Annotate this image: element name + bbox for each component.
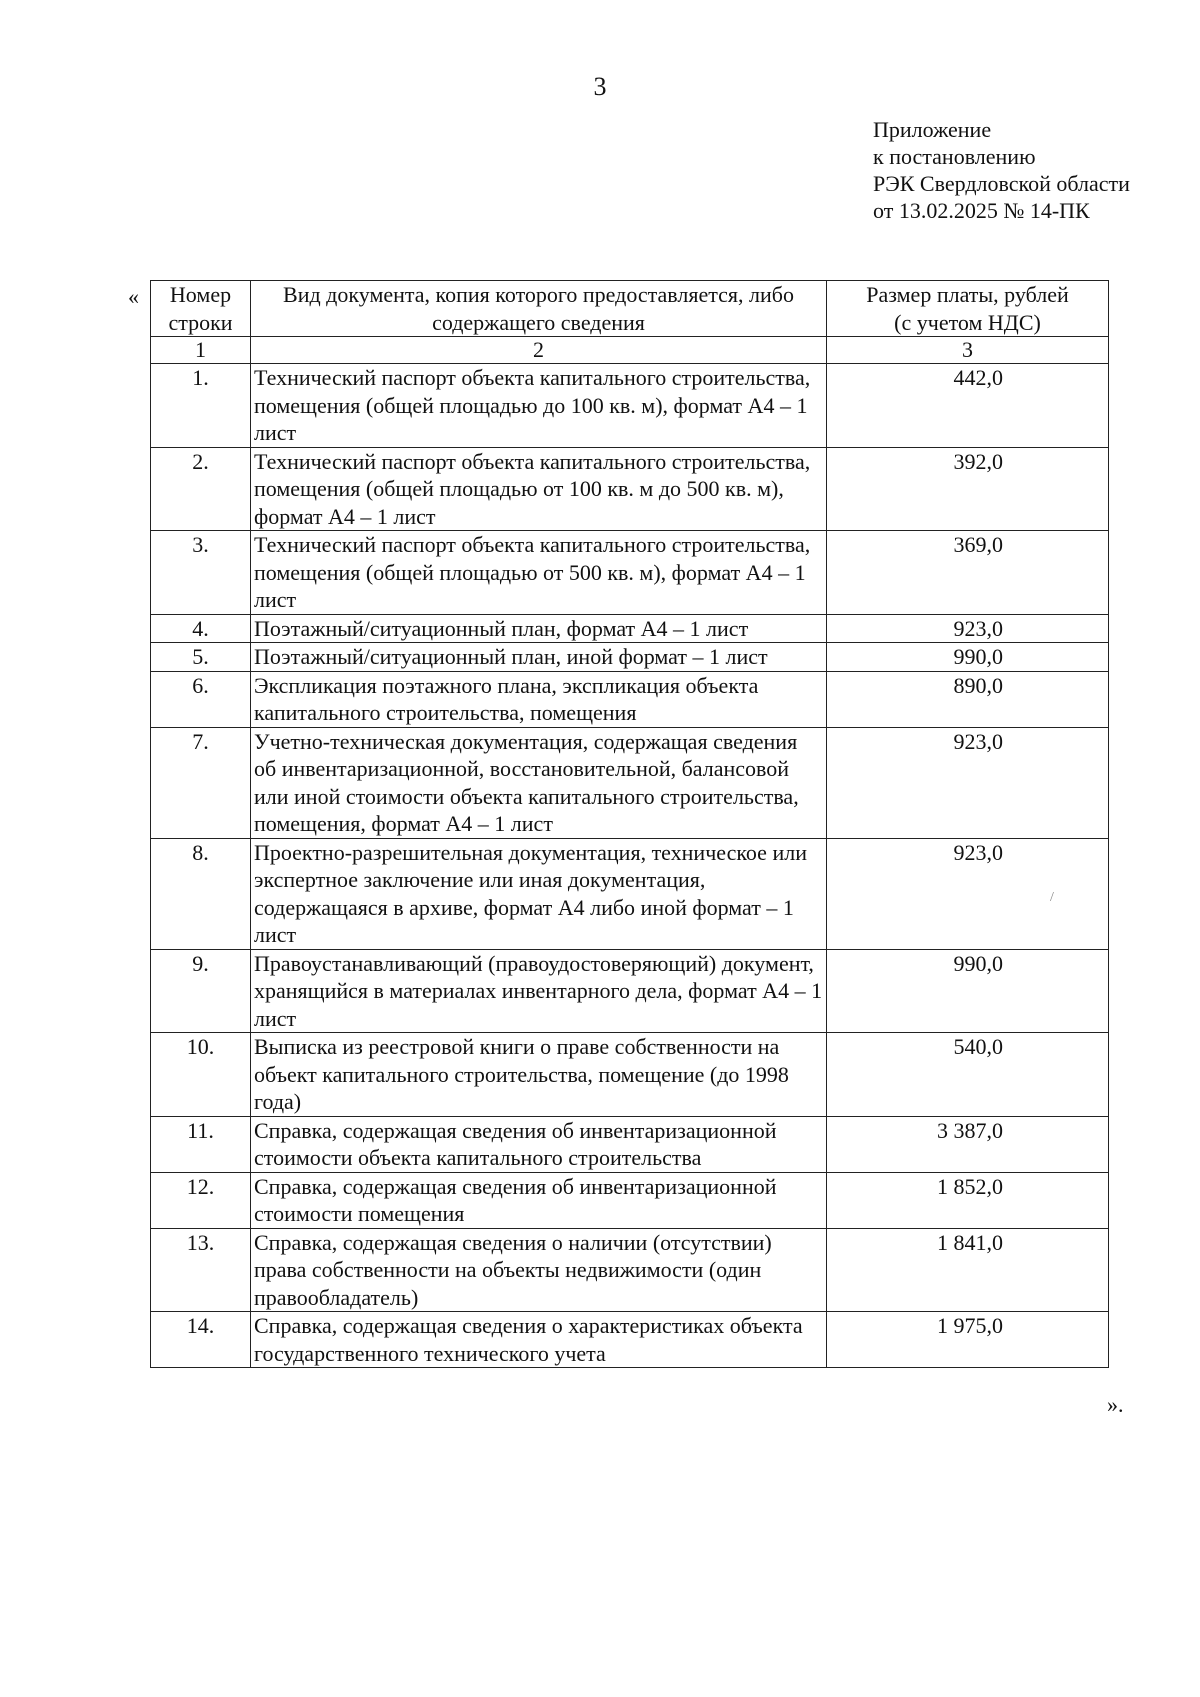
row-fee: 990,0 [827, 643, 1109, 672]
page-number: 3 [593, 72, 607, 101]
row-description: Технический паспорт объекта капитального строительства, помещения (общей площадью от 100 кв. м до 500 кв. м), формат А4 – 1 лист [251, 447, 827, 531]
header-document-type: Вид документа, копия которого предоставляется, либо содержащего сведения [251, 281, 827, 337]
row-description: Технический паспорт объекта капитального строительства, помещения (общей площадью до 100 кв. м), формат А4 – 1 лист [251, 364, 827, 448]
table-row [151, 727, 1109, 838]
row-description: Экспликация поэтажного плана, экспликация объекта капитального строительства, помещения [251, 671, 827, 727]
row-number: 9. [151, 949, 251, 1033]
table-row [151, 838, 1109, 949]
appendix-line-3: РЭК Свердловской области [873, 171, 1130, 196]
row-number: 4. [151, 614, 251, 643]
row-number: 11. [151, 1116, 251, 1172]
scan-mark: / [1050, 890, 1054, 905]
appendix-line-1: Приложение [873, 117, 992, 142]
table-body [151, 364, 1109, 1368]
row-fee: 923,0 [827, 727, 1109, 838]
table-row [151, 447, 1109, 531]
row-number: 13. [151, 1228, 251, 1312]
row-description: Справка, содержащая сведения об инвентаризационной стоимости объекта капитального строительства [251, 1116, 827, 1172]
closing-quote: ». [1107, 1392, 1124, 1417]
row-description: Технический паспорт объекта капитального строительства, помещения (общей площадью от 500 кв. м), формат А4 – 1 лист [251, 531, 827, 615]
opening-quote: « [128, 284, 139, 309]
index-cell: 1 [151, 337, 251, 364]
row-description: Справка, содержащая сведения об инвентаризационной стоимости помещения [251, 1172, 827, 1228]
header-row-number: Номер строки [151, 281, 251, 337]
row-fee: 1 852,0 [827, 1172, 1109, 1228]
table-row [151, 614, 1109, 643]
row-number: 2. [151, 447, 251, 531]
row-fee: 392,0 [827, 447, 1109, 531]
row-description: Проектно-разрешительная документация, техническое или экспертное заключение или иная документация, содержащаяся в архиве, формат А4 либо иной формат – 1 лист [251, 838, 827, 949]
row-number: 6. [151, 671, 251, 727]
row-fee: 923,0 [827, 838, 1109, 949]
row-description: Справка, содержащая сведения о характеристиках объекта государственного технического учета [251, 1312, 827, 1368]
row-fee: 369,0 [827, 531, 1109, 615]
row-fee: 890,0 [827, 671, 1109, 727]
fee-table [150, 280, 1109, 1368]
row-fee: 923,0 [827, 614, 1109, 643]
table-row [151, 1312, 1109, 1368]
row-number: 10. [151, 1033, 251, 1117]
row-description: Учетно-техническая документация, содержащая сведения об инвентаризационной, восстановительной, балансовой или иной стоимости объекта капитального строительства, помещения, формат А4 – 1 лист [251, 727, 827, 838]
appendix-line-2: к постановлению [873, 144, 1036, 169]
row-description: Справка, содержащая сведения о наличии (отсутствии) права собственности на объекты недвижимости (один правообладатель) [251, 1228, 827, 1312]
table-row [151, 1172, 1109, 1228]
row-number: 3. [151, 531, 251, 615]
row-description: Правоустанавливающий (правоудостоверяющий) документ, хранящийся в материалах инвентарного дела, формат А4 – 1 лист [251, 949, 827, 1033]
table-row [151, 531, 1109, 615]
row-fee: 1 841,0 [827, 1228, 1109, 1312]
table-header-row [151, 281, 1109, 337]
table-row [151, 949, 1109, 1033]
header-fee: Размер платы, рублей (с учетом НДС) [827, 281, 1109, 337]
row-number: 8. [151, 838, 251, 949]
row-number: 1. [151, 364, 251, 448]
appendix-note [873, 116, 1130, 224]
table-index-row [151, 337, 1109, 364]
row-fee: 442,0 [827, 364, 1109, 448]
table-row [151, 1228, 1109, 1312]
table-row [151, 671, 1109, 727]
table-row [151, 1033, 1109, 1117]
index-cell: 2 [251, 337, 827, 364]
row-fee: 1 975,0 [827, 1312, 1109, 1368]
row-number: 14. [151, 1312, 251, 1368]
index-cell: 3 [827, 337, 1109, 364]
row-description: Поэтажный/ситуационный план, формат А4 – 1 лист [251, 614, 827, 643]
row-description: Выписка из реестровой книги о праве собственности на объект капитального строительства, помещение (до 1998 года) [251, 1033, 827, 1117]
row-number: 7. [151, 727, 251, 838]
table-row [151, 643, 1109, 672]
row-fee: 990,0 [827, 949, 1109, 1033]
row-description: Поэтажный/ситуационный план, иной формат – 1 лист [251, 643, 827, 672]
row-fee: 3 387,0 [827, 1116, 1109, 1172]
table-row [151, 1116, 1109, 1172]
row-fee: 540,0 [827, 1033, 1109, 1117]
table-row [151, 364, 1109, 448]
row-number: 5. [151, 643, 251, 672]
appendix-line-4: от 13.02.2025 № 14-ПК [873, 198, 1090, 223]
row-number: 12. [151, 1172, 251, 1228]
